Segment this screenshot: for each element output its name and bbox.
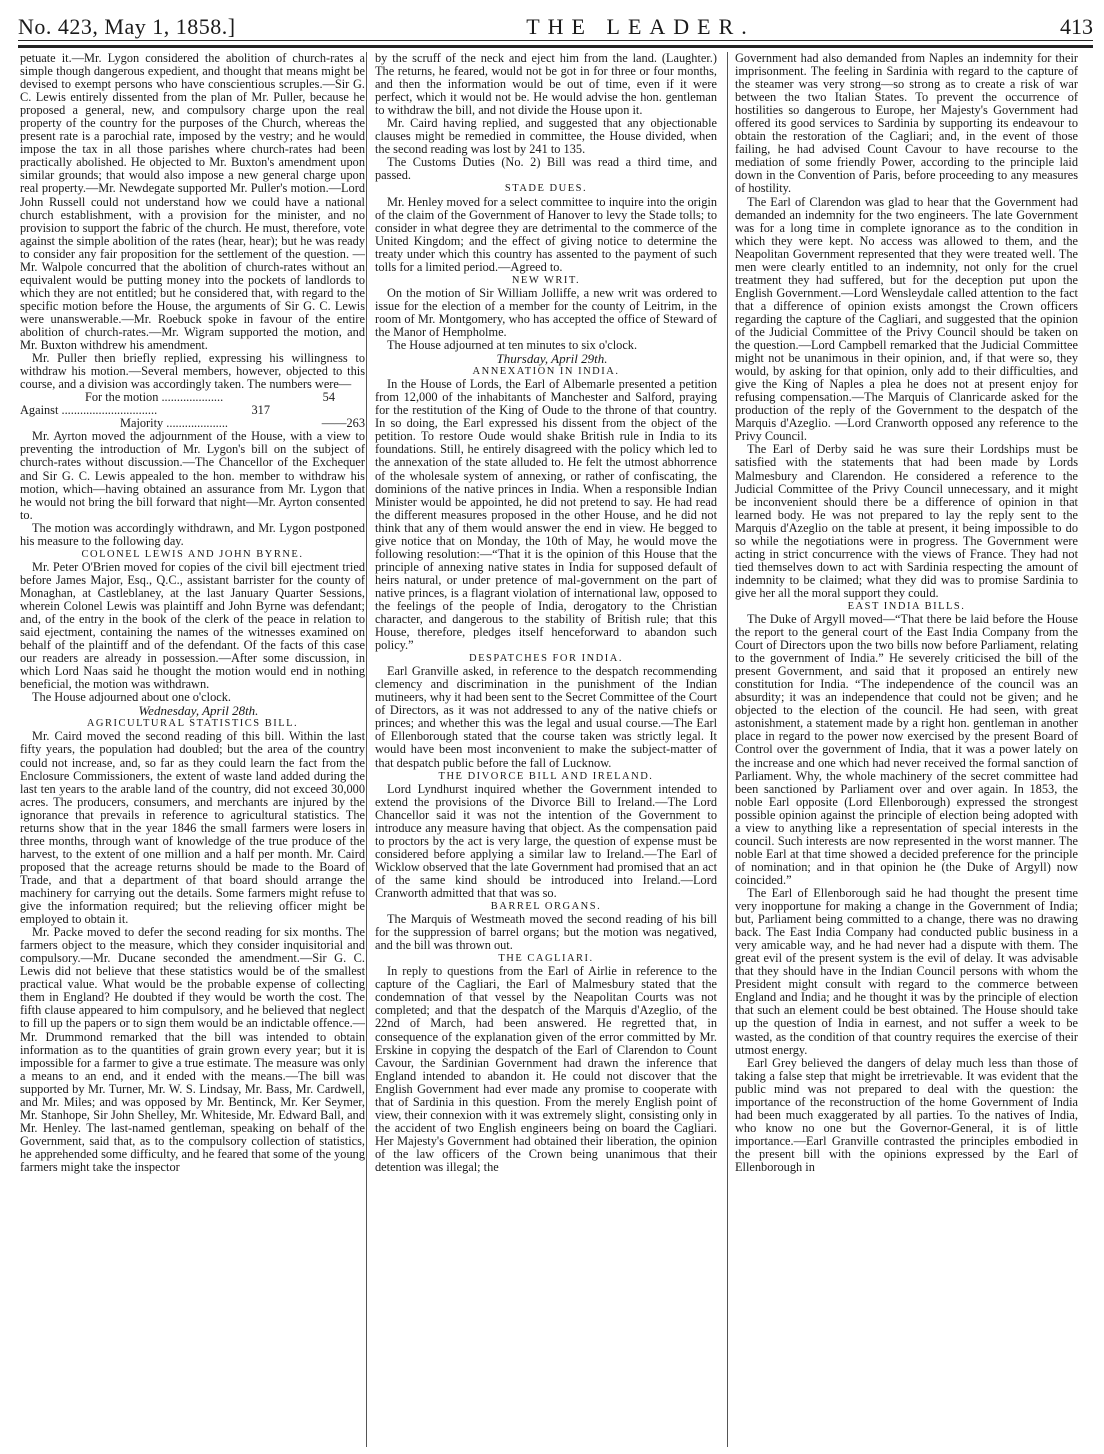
division-label: Majority .................... (120, 416, 229, 431)
article-paragraph: Lord Lyndhurst inquired whether the Government intended to extend the provisions of the Divorce Bill to Ireland.—The Lord Chancellor said it was not the intention of the Government to introduce any measure having that object. As the compensation paid to proctors by the act is very large, the question of expense must be considered before applying a similar law to Ireland.—The Earl of Wicklow observed that the late Government had promised that an act of the same kind should be introduced into Ireland.—Lord Cranworth admitted that that was so. (375, 781, 717, 900)
section-heading: EAST INDIA BILLS. (847, 600, 966, 612)
article-paragraph: On the motion of Sir William Jolliffe, a new writ was ordered to issue for the election of a member for the county of Leitrim, in the room of Mr. Montgomery, who has accepted the office of Steward of the Manor of Hempholme. (375, 285, 717, 339)
masthead (18, 14, 1093, 40)
article-paragraph: The Earl of Derby said he was sure their Lordships must be satisfied with the statements that had been made by Lords Malmesbury and Clarendon. He considered a reference to the Judicial Committee of the Privy Council unnecessary, and it might be inconvenient should there be a difference of opinion in that learned body. He was not prepared to lay the reply sent to the Marquis d'Azeglio on the table at present, it being impossible to do so while the negotiations were in progress. The Government were acting in strict concurrence with the views of France. They had not tied themselves down to act with Sardinia respecting the amount of indemnity to be claimed; what they did was to promise Sardinia to give her all the moral support they could. (735, 442, 1078, 600)
column-2 (375, 52, 717, 1174)
article-paragraph: Mr. Ayrton moved the adjournment of the House, with a view to preventing the introduction of Mr. Lygon's bill on the subject of church-rates without discussion.—The Chancellor of the Exchequer and Sir G. C. Lewis appealed to the hon. member to withdraw his motion, which—having obtained an assurance from Mr. Lygon that he would not bring the bill forward that night—Mr. Ayrton consented to. (20, 429, 365, 522)
division-value: 54 (322, 390, 335, 405)
article-paragraph: The House adjourned about one o'clock. (32, 690, 231, 705)
issue-dateline: No. 423, May 1, 1858.] (18, 14, 236, 39)
sitting-date: Thursday, April 29th. (496, 351, 608, 367)
section-heading: ANNEXATION IN INDIA. (472, 366, 620, 378)
article-paragraph: In the House of Lords, the Earl of Albemarle presented a petition from 12,000 of the inhabitants of Manchester and Salford, praying for the restitution of the King of Oude to the throne of that country. In so doing, the Earl expressed his dissent from the object of the petition. To restore Oude would shake British rule in India to its foundations. Still, he entirely disagreed with the policy which led to the annexation of the state alluded to. He felt the utmost abhorrence of the wholesale system of annexing, or rather of confiscating, the dominions of the native princes in India. When a responsible Indian Minister would be appointed, he did not pretend to say. He had read the different measures proposed in the other House, and he did not think that any of them would answer the end in view. He begged to give notice that on Monday, the 10th of May, he would move the following resolution:—“That it is the opinion of this House that the principle of annexing native states in India for supposed default of heirs natural, or under pretence of mal-government on the part of native princes, is a flagrant violation of international law, opposed to the feelings of the people of India, derogatory to the Christian character, and dangerous to the stability of British rule; that this House, therefore, pledges itself henceforward to abandon such policy.” (375, 377, 717, 653)
article-paragraph: Mr. Puller then briefly replied, expressing his willingness to withdraw his motion.—Several members, however, objected to this course, and a division was accordingly taken. The numbers were— (20, 351, 365, 392)
section-heading: NEW WRIT. (511, 274, 581, 286)
article-paragraph: The House adjourned at ten minutes to six o'clock. (387, 338, 638, 353)
article-paragraph: Mr. Henley moved for a select committee to inquire into the origin of the claim of the Government of Hanover to levy the Stade tolls; to consider in what degree they are detrimental to the commerce of the United Kingdom; and the effect of giving notice to determine the treaty under which this country has assented to the payment of such tolls for a limited period.—Agreed to. (375, 194, 717, 274)
sitting-date: Wednesday, April 28th. (138, 703, 259, 719)
article-paragraph: The Earl of Clarendon was glad to hear that the Government had demanded an indemnity for the two engineers. The late Government was for a long time in complete ignorance as to the condition in which they were kept. No access was allowed to them, and the Neapolitan Government represented that they were treated well. The men were clearly entitled to an indemnity, not only for the cruel treatment they had suffered, but for the deception put upon the English Government.—Lord Wensleydale called attention to the fact that a difference of opinion exists amongst the Crown officers regarding the capture of the Cagliari, and suggested that the opinion of the Judicial Committee of the Privy Council should be taken on the question.—Lord Campbell remarked that the Judicial Committee might not be unanimous in their opinion, and, if that were so, they would, by asking for that opinion, only add to their difficulties, and give the King of Naples a plea he does not at present enjoy for refusing compensation.—The Marquis of Clanricarde asked for the production of the reply of the Government to the despatch of the Marquis d'Azeglio. —Lord Cranworth opposed any reference to the Privy Council. (735, 194, 1078, 444)
column-3 (735, 52, 1078, 1174)
section-heading: THE DIVORCE BILL AND IRELAND. (438, 770, 654, 782)
section-heading: STADE DUES. (504, 183, 588, 195)
division-label: For the motion .................... (85, 390, 224, 405)
newspaper-title: THE LEADER. (526, 14, 755, 39)
masthead-rule-thick (18, 45, 1093, 48)
section-heading: COLONEL LEWIS AND JOHN BYRNE. (81, 548, 304, 560)
article-paragraph: The Customs Duties (No. 2) Bill was read a third time, and passed. (375, 155, 717, 183)
article-paragraph: Government had also demanded from Naples an indemnity for their imprisonment. The feeling in Sardinia with regard to the capture of the steamer was very strong—so strong as to create a risk of war between the two Italian States. To prevent the occurrence of hostilities so dangerous to Europe, her Majesty's Government had offered its good services to Sardinia by supporting its endeavour to obtain the restoration of the Cagliari; and, in the event of those failing, he had advised Count Cavour to have recourse to the mediation of some friendly Power, according to the principle laid down in the Convention of Paris, before proceeding to any measures of hostility. (735, 51, 1078, 196)
page-number: 413 (1060, 14, 1093, 39)
article-paragraph: The motion was accordingly withdrawn, and Mr. Lygon postponed his measure to the following day. (20, 520, 365, 548)
section-heading: DESPATCHES FOR INDIA. (469, 653, 623, 665)
column-divider-2 (727, 52, 728, 1447)
article-paragraph: Mr. Packe moved to defer the second reading for six months. The farmers object to the measure, which they consider inquisitorial and compulsory.—Mr. Ducane seconded the amendment.—Sir G. C. Lewis did not believe that these statistics would be of the smallest practical value. What would be the probable expense of collecting them in England? He doubted if they would be worth the cost. The fifth clause appeared to him compulsory, and he believed that neglect to fill up the papers or to sign them would be an indictable offence.—Mr. Drummond remarked that the bill was intended to obtain information as to the quantities of grain grown every year; but it is impossible for a farmer to give a true estimate. The measure was only a means to an end, and it ended with the means.—The bill was supported by Mr. Turner, Mr. W. S. Lindsay, Mr. Bass, Mr. Cardwell, and Mr. Miles; and was opposed by Mr. Bentinck, Mr. Ker Seymer, Mr. Stanhope, Sir John Shelley, Mr. Whiteside, Mr. Edward Ball, and Mr. Henley. The last-named gentleman, speaking on behalf of the Government, said that, as to the compulsory collection of statistics, he apprehended some difficulty, and he feared that some of the young farmers might take the inspector (20, 925, 365, 1174)
division-value: 317 (251, 403, 270, 418)
masthead-rule-thin (18, 40, 1093, 41)
article-paragraph: Mr. Caird moved the second reading of this bill. Within the last fifty years, the population had doubled; but the area of the country could not increase, and, so far as they could learn the fact from the Enclosure Commissioners, the extent of waste land added during the last ten years to the arable land of the country, did not exceed 30,000 acres. The producers, consumers, and merchants are injured by the ignorance that prevails in reference to agricultural statistics. The returns show that in the year 1846 the small farmers were losers in three months, through want of knowledge of the true produce of the harvest, to the extent of one million and a half per month. Mr. Caird proposed that the acreage returns should be made to the Board of Trade, and that a department of that board should arrange the machinery for carrying out the details. Some farmers might refuse to give the information required; but the relieving officer might be employed to obtain it. (20, 729, 365, 927)
article-paragraph: petuate it.—Mr. Lygon considered the abolition of church-rates a simple though dangerous expedient, and thought that means might be devised to exempt persons who have conscientious scruples.—Sir G. C. Lewis entirely dissented from the plan of Mr. Puller, because he proposed a general, new, and compulsory charge upon the real property of the country for the purposes of the Church, whereas the present rate is a parochial rate, imposed by the vestry; and he would impose the tax in all those parishes where church-rates had been practically abolished. He objected to Mr. Buxton's amendment upon similar grounds; that would also impose a new general charge upon real property.—Mr. Newdegate supported Mr. Puller's motion.—Lord John Russell could not understand how we could have a national church establishment, with a provision for the minister, and no provision to support the fabric of the church. He must, therefore, vote against the simple abolition of the rates (hear, hear); but he was ready to consider any fair proposition for the settlement of the question. —Mr. Walpole concurred that the abolition of church-rates without an equivalent would be putting money into the pockets of landlords to which they are not entitled; but he considered that, with regard to the specific motion before the House, the arguments of Sir G. C. Lewis were unanswerable.—Mr. Roebuck spoke in favour of the entire abolition of church-rates.—Mr. Wigram supported the motion, and Mr. Buxton withdrew his amendment. (20, 51, 365, 353)
article-paragraph: Earl Grey believed the dangers of delay much less than those of taking a false step that might be irretrievable. It was evident that the public mind was not prepared to deal with the question: the importance of the reconstruction of the home Government of India had been much exaggerated by all parties. To the natives of India, who know no one but the Governor-General, it is of little importance.—Earl Granville contrasted the principles embodied in the present bill with the opinions expressed by the Earl of Ellenborough in (735, 1055, 1078, 1174)
section-heading: THE CAGLIARI. (498, 953, 594, 965)
article-paragraph: Mr. Caird having replied, and suggested that any objectionable clauses might be remedied in committee, the House divided, when the second reading was lost by 241 to 135. (375, 116, 717, 157)
article-paragraph: Mr. Peter O'Brien moved for copies of the civil bill ejectment tried before James Major, Esq., Q.C., assistant barrister for the county of Monaghan, at Castleblaney, at the last January Quarter Sessions, wherein Colonel Lewis was plaintiff and John Byrne was defendant; and, of the entry in the book of the clerk of the peace in relation to said ejectment, containing the names of the witnesses examined on behalf of the plaintiff and of the defendant. Of the facts of this case our readers are already in possession.—After some discussion, in which Lord Naas said he thought the motion would end in nothing beneficial, the motion was withdrawn. (20, 559, 365, 692)
article-paragraph: by the scruff of the neck and eject him from the land. (Laughter.) The returns, he feared, would not be got in for three or four months, and then the information would be out of time, even if it were perfect, which it would not be. He would advise the hon. gentleman to withdraw the bill, and not divide the House upon it. (375, 51, 717, 118)
division-value: ——263 (321, 416, 365, 431)
section-heading: AGRICULTURAL STATISTICS BILL. (86, 718, 299, 730)
article-paragraph: The Earl of Ellenborough said he had thought the present time very inopportune for making a change in the Government of India; but, Parliament being committed to a change, there was no drawing back. The East India Company had conducted public business in a very amicable way, and he had never had a dispute with them. The great evil of the present system is the evil of delay. It was advisable that they should have in the Indian Council persons with whom the President might consult with regard to the commerce between England and India; and he thought it was by the principle of election that such an element could be best obtained. The House should take up the question of India in earnest, and not suffer a week to be wasted, as the condition of that country requires the exercise of their utmost energy. (735, 886, 1078, 1057)
section-heading: BARREL ORGANS. (490, 901, 602, 913)
column-1 (20, 52, 365, 1174)
division-table (20, 391, 365, 430)
article-paragraph: In reply to questions from the Earl of Airlie in reference to the capture of the Cagliari, the Earl of Malmesbury stated that the condemnation of that vessel by the Neapolitan Courts was not completed; and that the despatch of the Marquis d'Azeglio, of the 22nd of March, had been answered. He regretted that, in consequence of the explanation given of the error committed by Mr. Erskine in copying the despatch of the Earl of Clarendon to Count Cavour, the Sardinian Government had drawn the inference that England intended to abandon it. He could not discover that the English Government had ever made any promise to cooperate with that of Sardinia in this question. From the merely English point of view, their connexion with it was extremely slight, consisting only in the accident of two English engineers being on board the Cagliari. Her Majesty's Government had obtained their liberation, the opinion of the law officers of the Crown being unanimous that their detention was illegal; the (375, 964, 717, 1174)
column-divider-1 (366, 52, 367, 1447)
article-paragraph: The Duke of Argyll moved—“That there be laid before the House the report to the general court of the East India Company from the Court of Directors upon the two bills now before Parliament, relating to the government of India.” He severely criticised the bill of the present Government, and said that it proposed an entirely new constitution for India. “The independence of the council was an absurdity; it was an independence that could not be given; and he objected to the election of the council. He had seen, with great astonishment, a statement made by a right hon. gentleman in another place in regard to the power now exercised by the present Board of Control over the government of India, that it was a power lately on the increase and one which had never received the formal sanction of Parliament. Why, the whole machinery of the secret committee had been sanctioned by Parliament over and over again. In 1853, the noble Earl opposite (Lord Ellenborough) expressed the strongest possible opinion against the principle of election being adopted with a view to anything like a representation of special interests in the council. Such interests are now represented in the worst manner. The noble Earl at that time showed a decided preference for the principle of nomination; and in that opinion he (the Duke of Argyll) now coincided.” (735, 612, 1078, 887)
division-label: Against ............................... (20, 403, 158, 418)
article-paragraph: Earl Granville asked, in reference to the despatch recommending clemency and discrimination in the punishment of the Indian mutineers, why it had been sent to the Secret Committee of the Court of Directors, as it was not addressed to any of the native chiefs or princes; and whether this was the legal and usual course.—The Earl of Ellenborough stated that the course taken was strictly legal. It would have been most inconvenient to make the subject-matter of that despatch public before the fall of Lucknow. (375, 664, 717, 770)
article-paragraph: The Marquis of Westmeath moved the second reading of his bill for the suppression of barrel organs; but the motion was negatived, and the bill was thrown out. (375, 912, 717, 953)
